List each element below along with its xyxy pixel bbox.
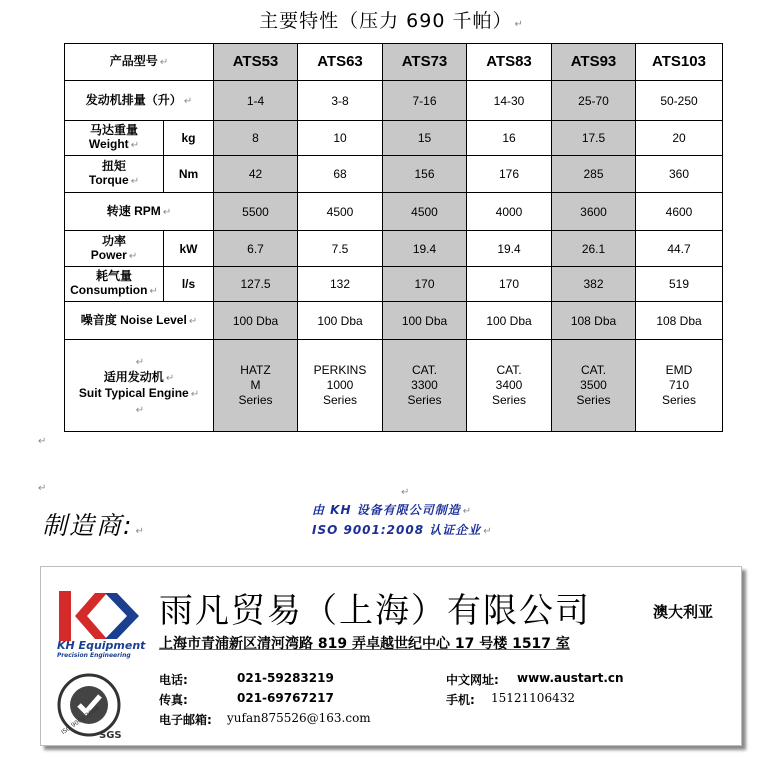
table-row	[65, 267, 723, 302]
model-cell: ATS63	[298, 44, 383, 81]
value-cell: 108 Dba	[552, 302, 636, 340]
model-cell: ATS83	[467, 44, 552, 81]
engine-cell: EMD 710 Series	[636, 340, 723, 432]
header-row	[65, 44, 723, 81]
engine-cell: PERKINS 1000 Series	[298, 340, 383, 432]
table-row	[65, 121, 723, 156]
value-cell: 19.4	[467, 231, 552, 267]
value-cell: 3600	[552, 193, 636, 231]
value-cell: 519	[636, 267, 723, 302]
company-address: 上海市青浦新区清河湾路 819 弄卓越世纪中心 17 号楼 1517 室	[159, 636, 570, 652]
value-cell: 10	[298, 121, 383, 156]
return-mark: ↵	[38, 483, 47, 494]
engine-cell: CAT. 3500 Series	[552, 340, 636, 432]
table-row	[65, 81, 723, 121]
table-row	[65, 231, 723, 267]
row-label: 马达重量 Weight ↵	[65, 121, 164, 156]
email-value[interactable]: yufan875526@163.com	[227, 711, 371, 725]
value-cell: 14-30	[467, 81, 552, 121]
model-cell: ATS103	[636, 44, 723, 81]
model-cell: ATS73	[383, 44, 467, 81]
row-label: ↵ 适用发动机 ↵ Suit Typical Engine ↵ ↵	[65, 340, 214, 432]
return-mark: ↵	[401, 487, 410, 498]
value-cell: 50-250	[636, 81, 723, 121]
engine-cell: CAT. 3400 Series	[467, 340, 552, 432]
row-label: 发动机排量（升） ↵	[65, 81, 214, 121]
fax-value: 021-69767217	[237, 691, 334, 705]
value-cell: 4500	[383, 193, 467, 231]
value-cell: 3-8	[298, 81, 383, 121]
value-cell: 127.5	[214, 267, 298, 302]
logo-subtext: Precision Engineering	[57, 652, 131, 659]
logo-text: KH Equipment	[57, 639, 146, 652]
value-cell: 176	[467, 156, 552, 193]
row-label: 功率 Power ↵	[65, 231, 164, 267]
value-cell: 100 Dba	[298, 302, 383, 340]
mobile-label: 手机:	[446, 693, 475, 707]
value-cell: 156	[383, 156, 467, 193]
engine-cell: CAT. 3300 Series	[383, 340, 467, 432]
seal-text: ISO 9001:2008	[60, 704, 101, 737]
value-cell: 7-16	[383, 81, 467, 121]
value-cell: 26.1	[552, 231, 636, 267]
value-cell: 42	[214, 156, 298, 193]
value-cell: 382	[552, 267, 636, 302]
iso-certification-seal-icon	[55, 672, 131, 742]
value-cell: 19.4	[383, 231, 467, 267]
manufacturer-label: 制造商: ↵	[42, 511, 146, 540]
table-row	[65, 193, 723, 231]
row-label: 噪音度 Noise Level ↵	[65, 302, 214, 340]
company-tag: 澳大利亚	[653, 603, 714, 621]
table-row	[65, 156, 723, 193]
value-cell: 132	[298, 267, 383, 302]
value-cell: 170	[383, 267, 467, 302]
value-cell: 44.7	[636, 231, 723, 267]
spec-table	[64, 43, 723, 432]
manufacturer-note-line: ISO 9001:2008 认证企业 ↵	[312, 523, 493, 537]
value-cell: 16	[467, 121, 552, 156]
value-cell: 100 Dba	[383, 302, 467, 340]
value-cell: 8	[214, 121, 298, 156]
value-cell: 4500	[298, 193, 383, 231]
value-cell: 20	[636, 121, 723, 156]
model-cell: ATS53	[214, 44, 298, 81]
unit-cell: kW	[164, 231, 214, 267]
value-cell: 17.5	[552, 121, 636, 156]
unit-cell: kg	[164, 121, 214, 156]
row-label: 转速 RPM ↵	[65, 193, 214, 231]
phone-value: 021-59283219	[237, 671, 334, 685]
value-cell: 68	[298, 156, 383, 193]
email-label: 电子邮箱:	[159, 713, 212, 727]
value-cell: 108 Dba	[636, 302, 723, 340]
value-cell: 285	[552, 156, 636, 193]
value-cell: 170	[467, 267, 552, 302]
model-cell: ATS93	[552, 44, 636, 81]
value-cell: 15	[383, 121, 467, 156]
value-cell: 4600	[636, 193, 723, 231]
fax-label: 传真:	[159, 693, 188, 707]
unit-cell: l/s	[164, 267, 214, 302]
value-cell: 360	[636, 156, 723, 193]
engine-row	[65, 340, 723, 432]
value-cell: 100 Dba	[214, 302, 298, 340]
value-cell: 7.5	[298, 231, 383, 267]
return-mark: ↵	[38, 436, 47, 447]
row-label: 扭矩 Torque ↵	[65, 156, 164, 193]
page-title: 主要特性（压力 690 千帕） ↵	[259, 10, 524, 32]
manufacturer-note	[312, 501, 493, 541]
header-label: 产品型号 ↵	[65, 44, 214, 81]
seal-brand: SGS	[99, 730, 122, 741]
value-cell: 25-70	[552, 81, 636, 121]
value-cell: 4000	[467, 193, 552, 231]
value-cell: 1-4	[214, 81, 298, 121]
mobile-value: 15121106432	[491, 691, 575, 705]
company-name: 雨凡贸易（上海）有限公司	[159, 591, 591, 631]
business-card	[40, 566, 742, 746]
website-value[interactable]: www.austart.cn	[517, 671, 624, 685]
unit-cell: Nm	[164, 156, 214, 193]
manufacturer-note-line: 由 KH 设备有限公司制造 ↵	[312, 503, 473, 517]
phone-label: 电话:	[159, 673, 188, 687]
value-cell: 6.7	[214, 231, 298, 267]
row-label: 耗气量 Consumption ↵	[65, 267, 164, 302]
engine-cell: HATZ M Series	[214, 340, 298, 432]
kh-logo-icon	[55, 583, 145, 673]
table-row	[65, 302, 723, 340]
value-cell: 5500	[214, 193, 298, 231]
website-label: 中文网址:	[446, 673, 499, 687]
value-cell: 100 Dba	[467, 302, 552, 340]
